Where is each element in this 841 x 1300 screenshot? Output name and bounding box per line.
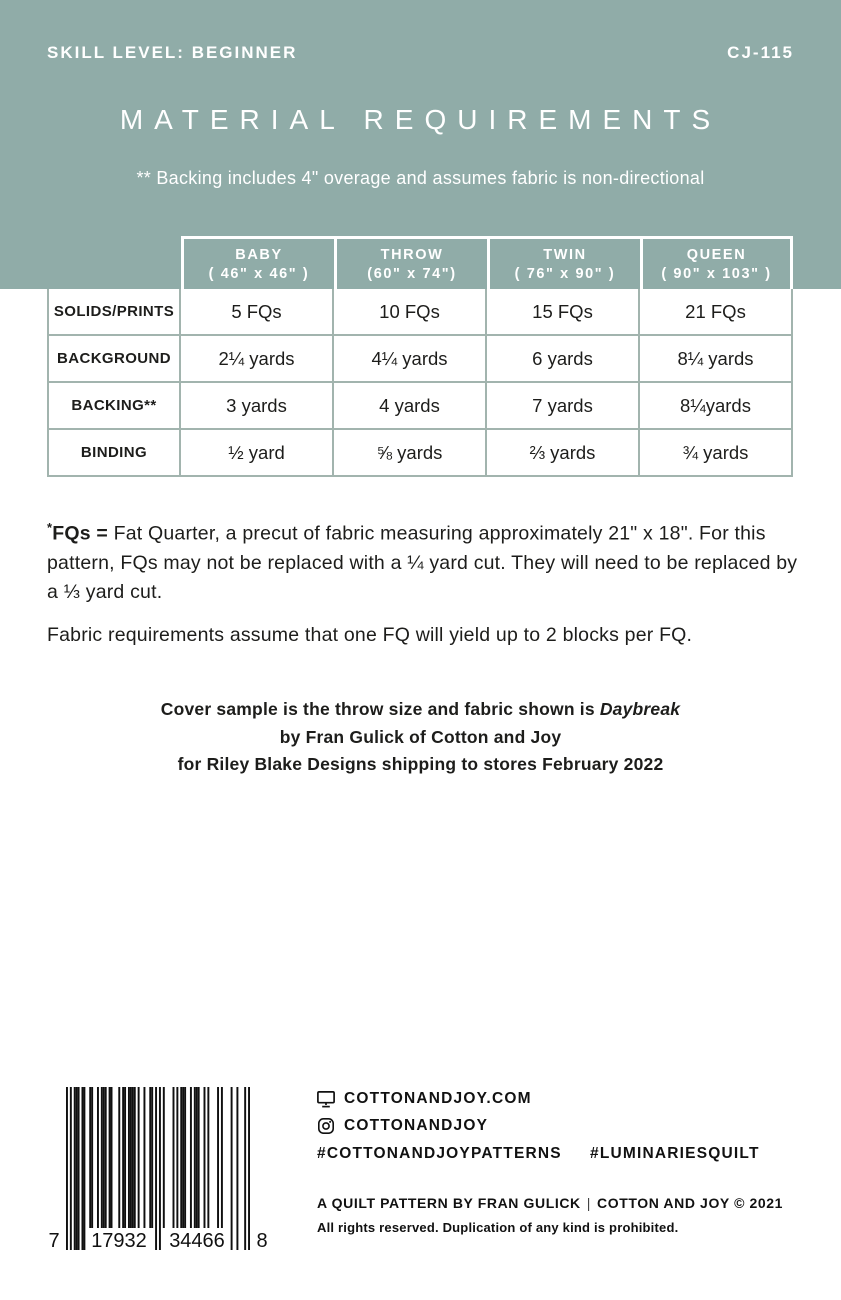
credit-separator: | [586,1195,592,1211]
table-cell: ¾ yards [640,430,793,477]
fq-definition-note [47,513,799,607]
table-cell: 4¼ yards [334,336,487,383]
table-cell: 5 FQs [181,289,334,336]
table-cell: ⅝ yards [334,430,487,477]
cover-line-3: for Riley Blake Designs shipping to stores February 2022 [177,754,664,774]
credit-company: COTTON AND JOY © 2021 [597,1195,784,1211]
table-cell: ⅔ yards [487,430,640,477]
column-header-baby [181,236,334,289]
column-size: ( 46" x 46" ) [208,266,310,282]
barcode-digit-group-2: 34466 [169,1230,225,1252]
fabric-requirements-note: Fabric requirements assume that one FQ will yield up to 2 blocks per FQ. [47,624,693,646]
cover-line-2: by Fran Gulick of Cotton and Joy [279,726,562,747]
hashtags-line [317,1145,797,1165]
column-name: BABY [235,247,283,263]
barcode-bars [66,1087,250,1250]
instagram-line [317,1114,797,1138]
column-name: TWIN [543,247,587,263]
rights-line: All rights reserved. Duplication of any kind is prohibited. [317,1220,679,1235]
column-header-throw [334,236,487,289]
table-cell: 3 yards [181,383,334,430]
credit-author: A QUILT PATTERN BY FRAN GULICK [317,1195,581,1211]
asterisk-marker: * [47,520,53,535]
row-label-background: BACKGROUND [47,336,181,383]
instagram-handle: COTTONANDJOY [344,1117,489,1134]
barcode-digit-left: 7 [48,1230,60,1252]
cover-line-1-text: Cover sample is the throw size and fabric shown is [160,699,600,719]
barcode-digit-right: 8 [256,1230,268,1252]
column-name: QUEEN [686,247,747,263]
quilt-hashtag: #LUMINARIESQUILT [590,1145,760,1162]
pattern-hashtag: #COTTONANDJOYPATTERNS [317,1145,562,1162]
column-header-queen [640,236,793,289]
fabric-collection-name: Daybreak [599,699,681,719]
pattern-number: CJ-115 [727,43,794,62]
table-cell: 2¼ yards [181,336,334,383]
fq-bold-lead: FQs = [52,522,108,545]
table-cell: 8¼yards [640,383,793,430]
cover-sample-note [0,696,841,779]
backing-note: ** Backing includes 4" overage and assumes fabric is non-directional [136,168,705,188]
table-cell: ½ yard [181,430,334,477]
credit-line [317,1195,797,1211]
table-corner-cell [47,236,181,289]
column-header-twin [487,236,640,289]
instagram-icon [317,1118,335,1134]
column-size: (60" x 74") [367,266,457,282]
table-cell: 4 yards [334,383,487,430]
column-size: ( 76" x 90" ) [514,266,616,282]
table-cell: 21 FQs [640,289,793,336]
upc-barcode [46,1087,270,1253]
table-cell: 15 FQs [487,289,640,336]
row-label-binding: BINDING [47,430,181,477]
website-url: COTTONANDJOY.COM [344,1090,532,1107]
material-requirements-table [47,236,793,477]
table-cell: 7 yards [487,383,640,430]
row-label-solids-prints: SOLIDS/PRINTS [47,289,181,336]
cover-line-1 [0,696,841,724]
monitor-icon [317,1091,335,1108]
page-title: MATERIAL REQUIREMENTS [119,104,722,135]
table-cell: 10 FQs [334,289,487,336]
column-name: THROW [380,247,444,263]
table-cell: 6 yards [487,336,640,383]
fq-note-text: Fat Quarter, a precut of fabric measuring approximately 21" x 18". For this pattern, FQs may not be replaced with a ¼ yard cut. They will need to be replaced by a ⅓ yard cut. [47,522,798,603]
barcode-digit-group-1: 17932 [91,1230,147,1252]
column-size: ( 90" x 103" ) [661,266,772,282]
footer-block [317,1087,797,1235]
website-line [317,1087,797,1111]
skill-level-label: SKILL LEVEL: BEGINNER [47,43,298,62]
row-label-backing: BACKING** [47,383,181,430]
header-top-row [47,43,794,63]
table-cell: 8¼ yards [640,336,793,383]
